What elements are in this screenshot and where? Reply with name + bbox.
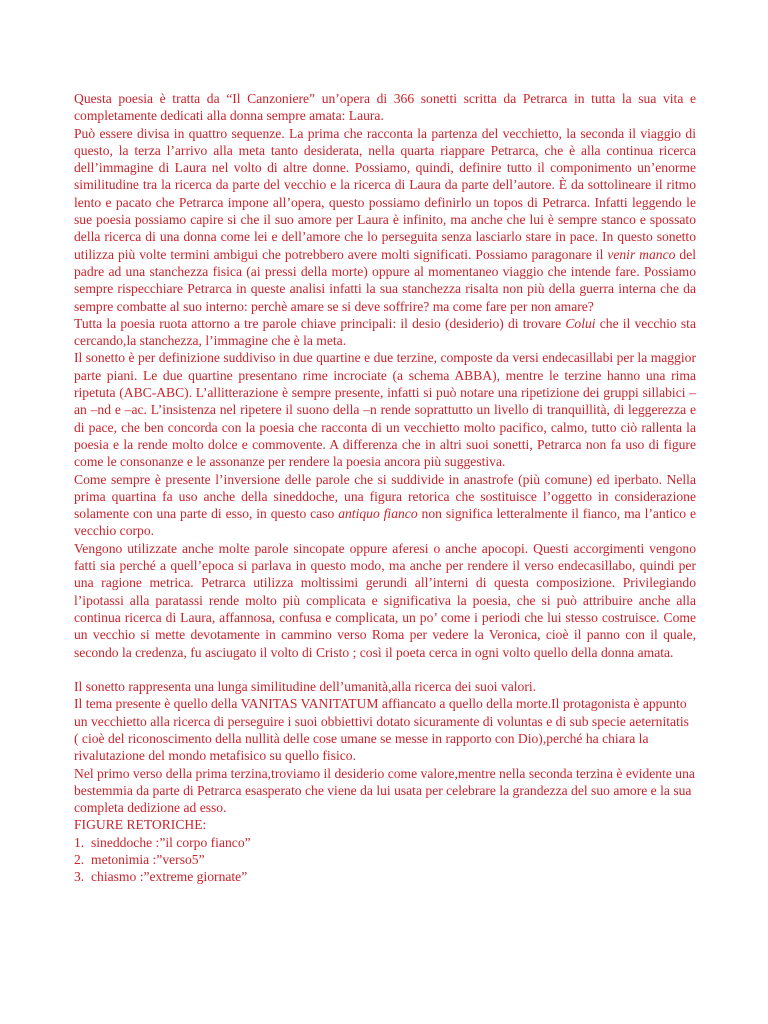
vanitas-text: Il tema presente è quello della VANITAS VANITATUM affiancato a quello della morte.Il protagonista è appunto un vecchietto alla ricerca di perseguire i suoi obbiettivi dotato sicuramente di voluntas e di sub specie aeternitatis ( cioè del riconoscimento della nullità delle cose umane se messe in rapporto con Dio),perché ha chiara la rivalutazione del mondo metafisico su quello fisico.: [74, 696, 689, 764]
sequences-text-end: del padre ad una stanchezza fisica (ai pressi della morte) oppure al momentaneo viaggio che intende fare. Possiamo sempre rispecchiare Petrarca in queste analisi infatti la sua stanchezza risalta non più della guerra interna che da sempre combatte al suo interno: perchè amare se si deve soffrire? ma come fare per non amare?: [74, 246, 696, 314]
paragraph-sequences: [74, 125, 696, 315]
terzina-text: Nel primo verso della prima terzina,troviamo il desiderio come valore,mentre nella seconda terzina è evidente una bestemmia da parte di Petrarca esasperato che viene da lui usata per celebrare la grandezza del suo amore e la sua completa dedizione ad esso.: [74, 765, 695, 816]
colui-italic: Colui: [565, 315, 596, 331]
antiquo-fianco-italic: antiquo fianco: [338, 506, 418, 522]
paragraph-syncopated: [74, 540, 696, 661]
inversion-text: Come sempre è presente l’inversione delle parole che si suddivide in anastrofe (più comune) ed iperbato. Nella prima quartina fa uso anche della sineddoche, una figura retorica che sostituisce l’oggetto in considerazione solamente con una parte di esso, in questo caso: [74, 471, 696, 522]
structure-text: Il sonetto è per definizione suddiviso in due quartine e due terzine, composte da versi endecasillabi per la maggior parte piani. Le due quartine presentano rime incrociate (a schema ABBA), mentre le terzine hanno una rima ripetuta (ABC-ABC). L’allitterazione è sempre presente, infatti si può notare una ripetizione dei gruppi sillabici –an –nd e –ac. L’insistenza nel ripetere il suono della –n rende soprattutto un livello di tranquillità, di leggerezza e di pace, che ben concorda con la poesia che racconta di un vecchietto molto pacifico, calmo, tutto ciò rallenta la poesia e la rende molto dolce e commovente. A differenza che in altri suoi sonetti, Petrarca non fa uso di figure come le consonanze e le assonanze per rendere la poesia ancora più suggestiva.: [74, 350, 696, 470]
list-item: 2. metonimia :”verso5”: [74, 852, 205, 868]
figure-heading: FIGURE RETORICHE:: [74, 817, 207, 833]
keywords-text-end: che il vecchio sta cercando,la stanchezza, l’immagine che è la meta.: [74, 315, 696, 349]
blank-line: [74, 661, 696, 678]
list-item: 3. chiasmo :”extreme giornate”: [74, 869, 248, 885]
inversion-text-end: non significa letteralmente il fianco, ma l’antico e vecchio corpo.: [74, 506, 697, 539]
document-body: [74, 90, 696, 886]
syncopated-text: Vengono utilizzate anche molte parole sincopate oppure aferesi o anche apocopi. Questi accorgimenti vengono fatti sia perché a quell’epoca si parlava in questo modo, ma anche per rendere il verso endecasillabo, quindi per una ragione metrica. Petrarca utilizza moltissimi gerundi all’interni di questa composizione. Privilegiando l’ipotassi alla paratassi rende molto più complicata e significativa la poesia, che si può attribuire anche alla continua ricerca di Laura, affannosa, confusa e complicata, un po’ come i periodi che lui stesso costruisce. Come un vecchio si mette devotamente in cammino verso Roma per vedere la Veronica, cioè il panno con il quale, secondo la credenza, fu asciugato il volto di Cristo ; così il poeta cerca in ogni volto quello della donna amata.: [74, 540, 696, 660]
venir-manco-italic: venir manco: [607, 246, 676, 262]
paragraph-inversion: [74, 471, 696, 540]
paragraph-intro: [74, 90, 696, 125]
list-item: 1. sineddoche :”il corpo fianco”: [74, 834, 251, 850]
figure-list: [74, 834, 696, 886]
paragraph-sonnet-structure: [74, 349, 696, 470]
sequences-text: Può essere divisa in quattro sequenze. La prima che racconta la partenza del vecchietto, la seconda il viaggio di questo, la terza l’arrivo alla meta tanto desiderata, nella quarta riappare Petrarca, che è alla continua ricerca dell’immagine di Laura nel volto di altre donne. Possiamo, quindi, definire tutto il componimento un’enorme similitudine tra la ricerca da parte del vecchio e la ricerca di Laura da parte dell’autore. È da sottolineare il ritmo lento e pacato che Petrarca impone all’opera, questo possiamo definirlo un topos di Petrarca. Infatti leggendo le sue poesia possiamo capire si che il suo amore per Laura è infinito, ma anche che lui è sempre stanco e spossato della ricerca di una donna come lei e dell’amore che lo perseguita senza lasciarlo stare in pace. In questo sonetto utilizza più volte termini ambigui che potrebbero avere molti significati. Possiamo paragonare il: [74, 125, 696, 262]
keywords-text: Tutta la poesia ruota attorno a tre parole chiave principali: il desio (desiderio) di trovare: [74, 315, 562, 331]
intro-text: Questa poesia è tratta da “Il Canzoniere” un’opera di 366 sonetti scritta da Petrarca in tutta la sua vita e completamente dedicati alla donna sempre amata: Laura.: [74, 91, 696, 124]
similitude-text: Il sonetto rappresenta una lunga similitudine dell’umanità,alla ricerca dei suoi valori.: [74, 679, 537, 695]
paragraph-terzina: [74, 765, 696, 817]
paragraph-vanitas: [74, 695, 696, 764]
paragraph-similitude: [74, 678, 696, 695]
paragraph-keywords: [74, 315, 696, 350]
